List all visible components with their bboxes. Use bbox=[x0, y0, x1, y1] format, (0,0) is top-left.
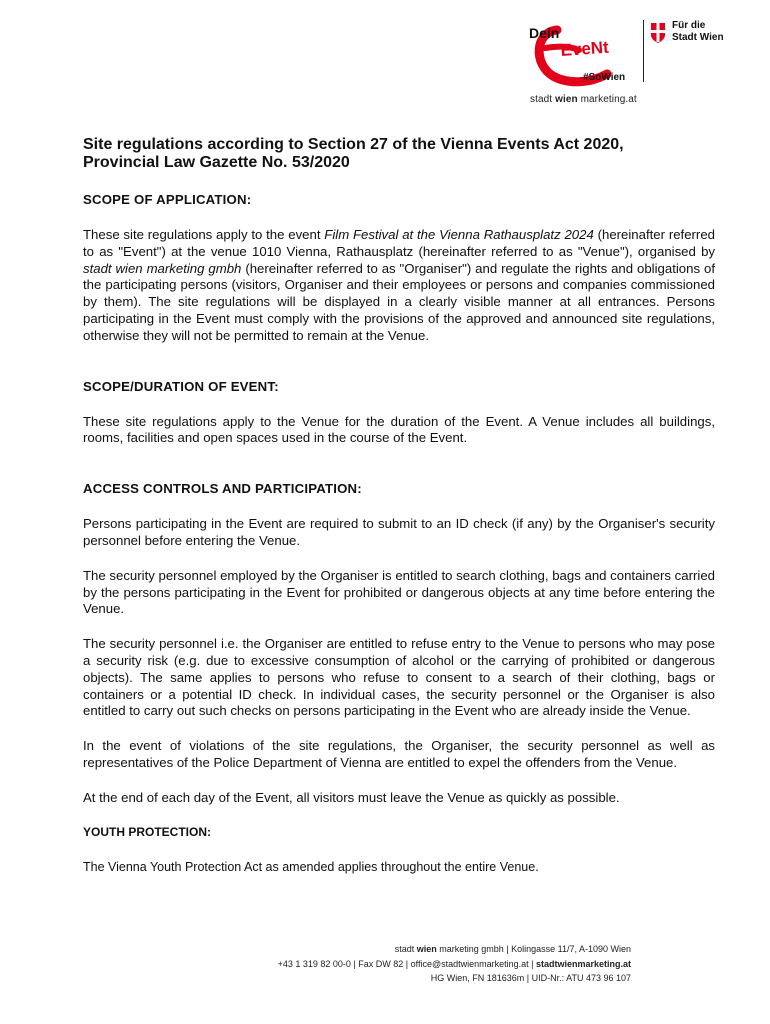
access-paragraph-2: The security personnel employed by the Organiser is entitled to search clothing, bags and containers carried by the persons participating in the Event for prohibited or dangerous objects at any time before entering the Venue. bbox=[83, 567, 715, 617]
dein-event-logo-icon bbox=[527, 18, 647, 93]
section-heading-youth: YOUTH PROTECTION: bbox=[83, 824, 211, 839]
document-body bbox=[83, 136, 715, 875]
svg-text:#SoWien: #SoWien bbox=[583, 72, 626, 83]
footer-line-1 bbox=[278, 942, 631, 957]
access-paragraph-1: Persons participating in the Event are required to submit to an ID check (if any) by the Organiser's security personnel before entering the Venue. bbox=[83, 516, 715, 548]
vienna-coat-of-arms-icon bbox=[650, 22, 666, 44]
logo-divider bbox=[643, 20, 644, 82]
scope-organiser-name: stadt wien marketing gmbh bbox=[83, 260, 242, 276]
youth-paragraph: The Vienna Youth Protection Act as amended applies throughout the entire Venue. bbox=[83, 859, 539, 874]
title-line-1: Site regulations according to Section 27 of the Vienna Events Act 2020, bbox=[83, 136, 624, 153]
subbrand-part2: marketing.at bbox=[577, 94, 637, 105]
section-heading-scope: SCOPE OF APPLICATION: bbox=[83, 192, 252, 207]
scope-text-2: (hereinafter referred to as "Event") at the venue 1010 Vienna, Rathausplatz (hereinafter referred to as "Venue"), organised by bbox=[83, 227, 715, 259]
vienna-city-mark bbox=[650, 20, 730, 60]
svg-text:Dein: Dein bbox=[529, 25, 560, 41]
vienna-label bbox=[672, 20, 724, 44]
title-line-2: Provincial Law Gazette No. 53/2020 bbox=[83, 154, 350, 171]
footer-line-3: HG Wien, FN 181636m | UID-Nr.: ATU 473 96 107 bbox=[430, 973, 631, 983]
section-heading-duration: SCOPE/DURATION OF EVENT: bbox=[83, 378, 279, 394]
svg-text:EveNt: EveNt bbox=[559, 37, 610, 60]
footer-l1-pre: stadt bbox=[394, 944, 417, 954]
vienna-label-line2: Stadt Wien bbox=[672, 32, 724, 43]
page-footer bbox=[278, 942, 631, 986]
footer-l1-post: marketing gmbh | Kolingasse 11/7, A-1090 Wien bbox=[436, 944, 631, 954]
footer-website-link[interactable]: stadtwienmarketing.at bbox=[535, 958, 631, 969]
access-paragraph-4: In the event of violations of the site regulations, the Organiser, the security personnel as well as representatives of the Police Department of Vienna are entitled to expel the offenders from the Venue. bbox=[83, 738, 715, 770]
subbrand-bold: wien bbox=[555, 94, 578, 105]
scope-text-3: (hereinafter referred to as "Organiser") and regulate the rights and obligations of the participating persons (visitors, Organiser and their employees or persons and companies commissioned by them). The site regulations will be displayed in a clearly visible manner at all entrances. Persons participating in the Event must comply with the provisions of the approved and announced site regulations, otherwise they will not be permitted to remain at the Venue. bbox=[83, 260, 715, 343]
subbrand-part1: stadt bbox=[530, 94, 556, 105]
scope-paragraph bbox=[83, 227, 715, 345]
subbrand-wordmark bbox=[530, 94, 637, 105]
vienna-label-line1: Für die bbox=[672, 20, 706, 31]
access-paragraph-5: At the end of each day of the Event, all visitors must leave the Venue as quickly as possible. bbox=[83, 789, 620, 805]
document-title bbox=[83, 136, 715, 172]
scope-event-name: Film Festival at the Vienna Rathausplatz 2024 bbox=[324, 227, 594, 242]
footer-l1-bold: wien bbox=[416, 944, 437, 954]
section-heading-access: ACCESS CONTROLS AND PARTICIPATION: bbox=[83, 481, 362, 497]
scope-text-1: These site regulations apply to the event bbox=[83, 227, 325, 242]
access-paragraph-3: The security personnel i.e. the Organiser are entitled to refuse entry to the Venue to persons who may pose a security risk (e.g. due to excessive consumption of alcohol or the carrying of prohibited or dangerous objects). The same applies to persons who refuse to consent to a search of their clothing, bags or containers or a potential ID check. In individual cases, the security personnel or the Organiser is also entitled to carry out such checks on persons participating in the Event who are already inside the Venue. bbox=[83, 636, 715, 719]
duration-paragraph: These site regulations apply to the Venue for the duration of the Event. A Venue includes all buildings, rooms, facilities and open spaces used in the course of the Event. bbox=[83, 413, 715, 446]
footer-l2-pre: +43 1 319 82 00-0 | Fax DW 82 | office@stadtwienmarketing.at | bbox=[277, 958, 536, 969]
footer-line-2 bbox=[278, 957, 631, 972]
